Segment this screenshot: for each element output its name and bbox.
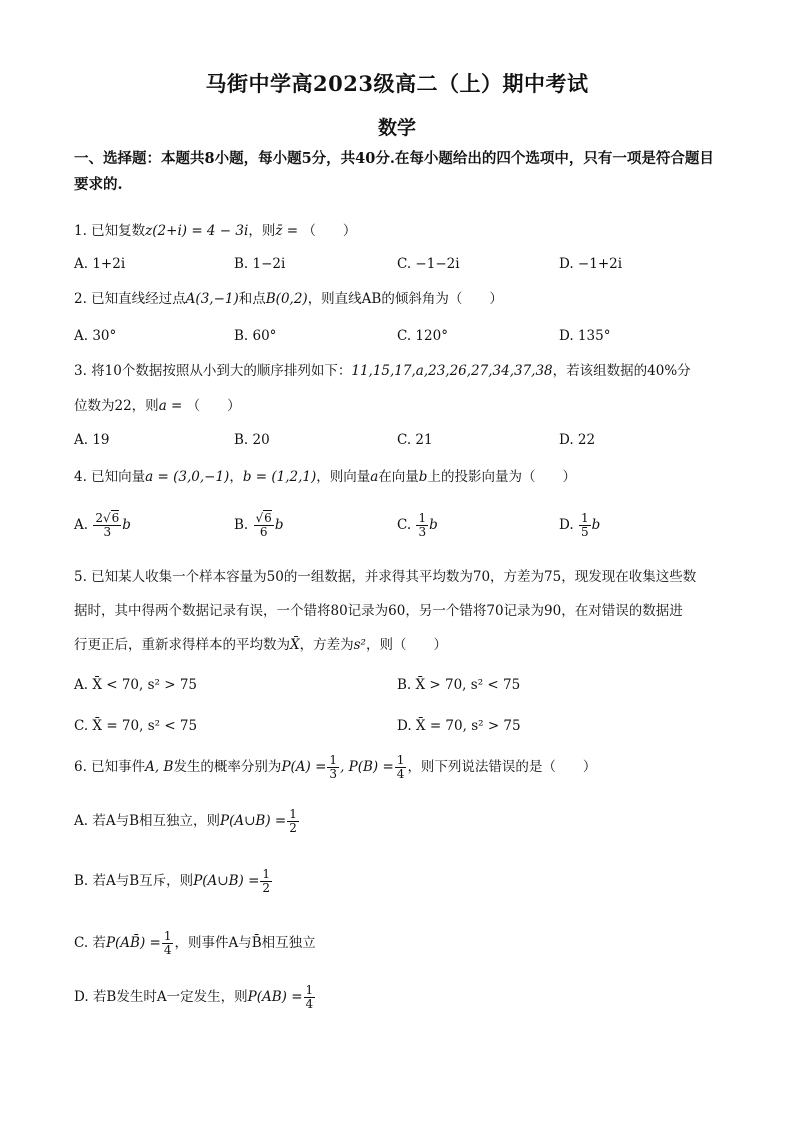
- exam-title: 马街中学高2023级高二（上）期中考试: [205, 71, 589, 96]
- fraction: [416, 512, 428, 539]
- math-expression: A, B: [145, 759, 174, 775]
- question-text: 和点: [238, 291, 266, 307]
- fraction: $\frac{2√6}{3}$: [95, 511, 120, 539]
- option-label: B.: [234, 517, 249, 533]
- fraction-numerator: 1: [305, 983, 314, 997]
- question-text: ，则向量: [316, 469, 371, 485]
- question-5-options-row1: [74, 677, 724, 701]
- option-b[interactable]: B. 20: [234, 432, 270, 448]
- option-label: D.: [559, 517, 574, 533]
- question-text: ，方差为: [299, 637, 354, 653]
- question-text: ，则（ ）: [365, 637, 447, 653]
- question-5: [74, 560, 724, 662]
- math-expression: P(A∪B) =: [193, 873, 260, 889]
- question-text: 在向量: [378, 469, 419, 485]
- option-a[interactable]: A. 1+2i: [74, 256, 126, 272]
- option-text: D. 若B发生时A一定发生，则: [74, 989, 248, 1005]
- option-a[interactable]: A. X̄ < 70, s² > 75: [74, 677, 198, 693]
- fraction: $\frac{√6}{6}$: [255, 511, 272, 539]
- fraction-numerator: 2: [95, 511, 103, 525]
- question-1-options: [74, 256, 724, 280]
- fraction-numerator: 1: [262, 867, 271, 881]
- question-text: ，若该组数据的40%分: [552, 363, 691, 379]
- option-b[interactable]: [234, 512, 283, 539]
- option-a[interactable]: A. 30°: [74, 328, 117, 344]
- question-text: 3. 将10个数据按照从小到大的顺序排列如下：: [74, 363, 352, 379]
- option-c[interactable]: C. X̄ = 70, s² < 75: [74, 718, 198, 734]
- question-4: [74, 460, 724, 495]
- math-expression: a: [370, 469, 379, 485]
- math-expression: z(2+i) = 4 − 3i: [145, 223, 249, 239]
- fraction-numerator: 1: [289, 807, 297, 821]
- fraction-denominator: 5: [580, 525, 589, 539]
- question-2: [74, 282, 724, 317]
- option-c[interactable]: C. 21: [397, 432, 433, 448]
- question-6: [74, 750, 724, 785]
- question-text: 上的投影向量为（ ）: [427, 469, 576, 485]
- radicand: 6: [111, 511, 120, 525]
- option-b[interactable]: B. 60°: [234, 328, 277, 344]
- question-text: 发生的概率分别为: [173, 759, 282, 775]
- option-d[interactable]: D. X̄ = 70, s² > 75: [397, 718, 521, 734]
- option-c[interactable]: [397, 512, 438, 539]
- fraction: [162, 930, 174, 957]
- option-a[interactable]: [74, 512, 131, 539]
- fraction-denominator: 6: [259, 525, 268, 539]
- vector-variable: b: [274, 517, 284, 533]
- question-3: [74, 354, 724, 424]
- question-5-options-row2: [74, 718, 724, 742]
- question-text: ，则: [248, 223, 276, 239]
- question-text: 行更正后，重新求得样本的平均数为: [74, 637, 290, 653]
- question-6-option-c[interactable]: [74, 926, 724, 961]
- question-6-option-b[interactable]: [74, 864, 724, 899]
- fraction-denominator: 3: [329, 767, 338, 781]
- question-text: 位数为22，则: [74, 398, 159, 414]
- question-text: ，: [229, 469, 243, 485]
- fraction: [395, 754, 407, 781]
- question-text: = （ ）: [166, 398, 241, 414]
- fraction-numerator: 1: [329, 753, 338, 767]
- option-a[interactable]: A. 19: [74, 432, 110, 448]
- question-6-option-d[interactable]: [74, 980, 724, 1015]
- option-label: C.: [397, 517, 412, 533]
- question-1: [74, 214, 724, 249]
- fraction-numerator: 1: [396, 753, 405, 767]
- fraction: [287, 808, 299, 835]
- vector-variable: b: [591, 517, 601, 533]
- option-b[interactable]: B. 1−2i: [234, 256, 286, 272]
- option-b[interactable]: B. X̄ > 70, s² < 75: [397, 677, 521, 693]
- option-d[interactable]: D. 135°: [559, 328, 611, 344]
- question-2-options: [74, 328, 724, 352]
- fraction-numerator: 1: [163, 929, 172, 943]
- math-expression: z̄: [275, 223, 283, 239]
- question-text: = （ ）: [282, 223, 357, 239]
- math-expression: a = (3,0,−1): [145, 469, 230, 485]
- option-text: A. 若A与B相互独立，则: [74, 813, 221, 829]
- fraction: [579, 512, 591, 539]
- math-expression: P(AB) =: [247, 989, 303, 1005]
- math-expression: b = (1,2,1): [242, 469, 317, 485]
- fraction: [327, 754, 339, 781]
- math-expression: , P(B) =: [340, 759, 394, 775]
- radicand: 6: [264, 511, 272, 525]
- math-expression: s²: [353, 637, 366, 653]
- math-expression: A(3,−1): [185, 291, 239, 307]
- question-text: 2. 已知直线经过点: [74, 291, 186, 307]
- option-d[interactable]: D. 22: [559, 432, 596, 448]
- fraction-denominator: 4: [305, 997, 314, 1011]
- option-label: A.: [74, 517, 89, 533]
- question-3-options: [74, 432, 724, 456]
- vector-variable: b: [429, 517, 438, 533]
- fraction-denominator: 4: [396, 767, 405, 781]
- math-expression: X̄: [290, 637, 300, 653]
- math-expression: b: [418, 469, 428, 485]
- fraction-denominator: 2: [262, 881, 271, 895]
- math-expression: P(A∪B) =: [220, 813, 287, 829]
- question-4-options: [74, 512, 724, 552]
- math-expression: P(A) =: [281, 759, 327, 775]
- fraction-denominator: 3: [103, 525, 112, 539]
- question-text: 5. 已知某人收集一个样本容量为50的一组数据，并求得其平均数为70，方差为75，现发现在收集这些数: [74, 569, 697, 585]
- fraction-denominator: 4: [163, 943, 172, 957]
- option-text: C. 若: [74, 935, 106, 951]
- option-text: B. 若A与B互斥，则: [74, 873, 194, 889]
- subject-title: 数学: [377, 117, 416, 139]
- math-expression: a: [158, 398, 167, 414]
- option-d[interactable]: D. −1+2i: [559, 256, 623, 272]
- question-text: ，则下列说法错误的是（ ）: [407, 759, 597, 775]
- fraction-numerator: 1: [580, 511, 589, 525]
- option-text: ，则事件A与B̄相互独立: [174, 935, 316, 951]
- question-text: 4. 已知向量: [74, 469, 146, 485]
- fraction-numerator: 1: [418, 511, 427, 525]
- math-expression: B(0,2): [265, 291, 308, 307]
- option-c[interactable]: C. −1−2i: [397, 256, 460, 272]
- math-expression: P(AB̄) =: [105, 935, 161, 951]
- math-expression: 11,15,17,a,23,26,27,34,37,38: [351, 363, 553, 379]
- question-text: ，则直线AB的倾斜角为（ ）: [307, 291, 503, 307]
- section-instructions: 一、选择题：本题共8小题，每小题5分，共40分.在每小题给出的四个选项中，只有一项是符合题目要求的.: [74, 150, 714, 193]
- fraction-denominator: 3: [418, 525, 427, 539]
- question-6-option-a[interactable]: [74, 804, 724, 839]
- fraction-denominator: 2: [289, 821, 297, 835]
- question-text: 据时，其中得两个数据记录有误，一个错将80记录为60，另一个错将70记录为90，在对错误的数据进: [74, 603, 683, 619]
- question-text: 6. 已知事件: [74, 759, 146, 775]
- fraction: [304, 984, 316, 1011]
- option-d[interactable]: [559, 512, 600, 539]
- question-text: 1. 已知复数: [74, 223, 146, 239]
- fraction: [260, 868, 272, 895]
- vector-variable: b: [122, 517, 131, 533]
- option-c[interactable]: C. 120°: [397, 328, 448, 344]
